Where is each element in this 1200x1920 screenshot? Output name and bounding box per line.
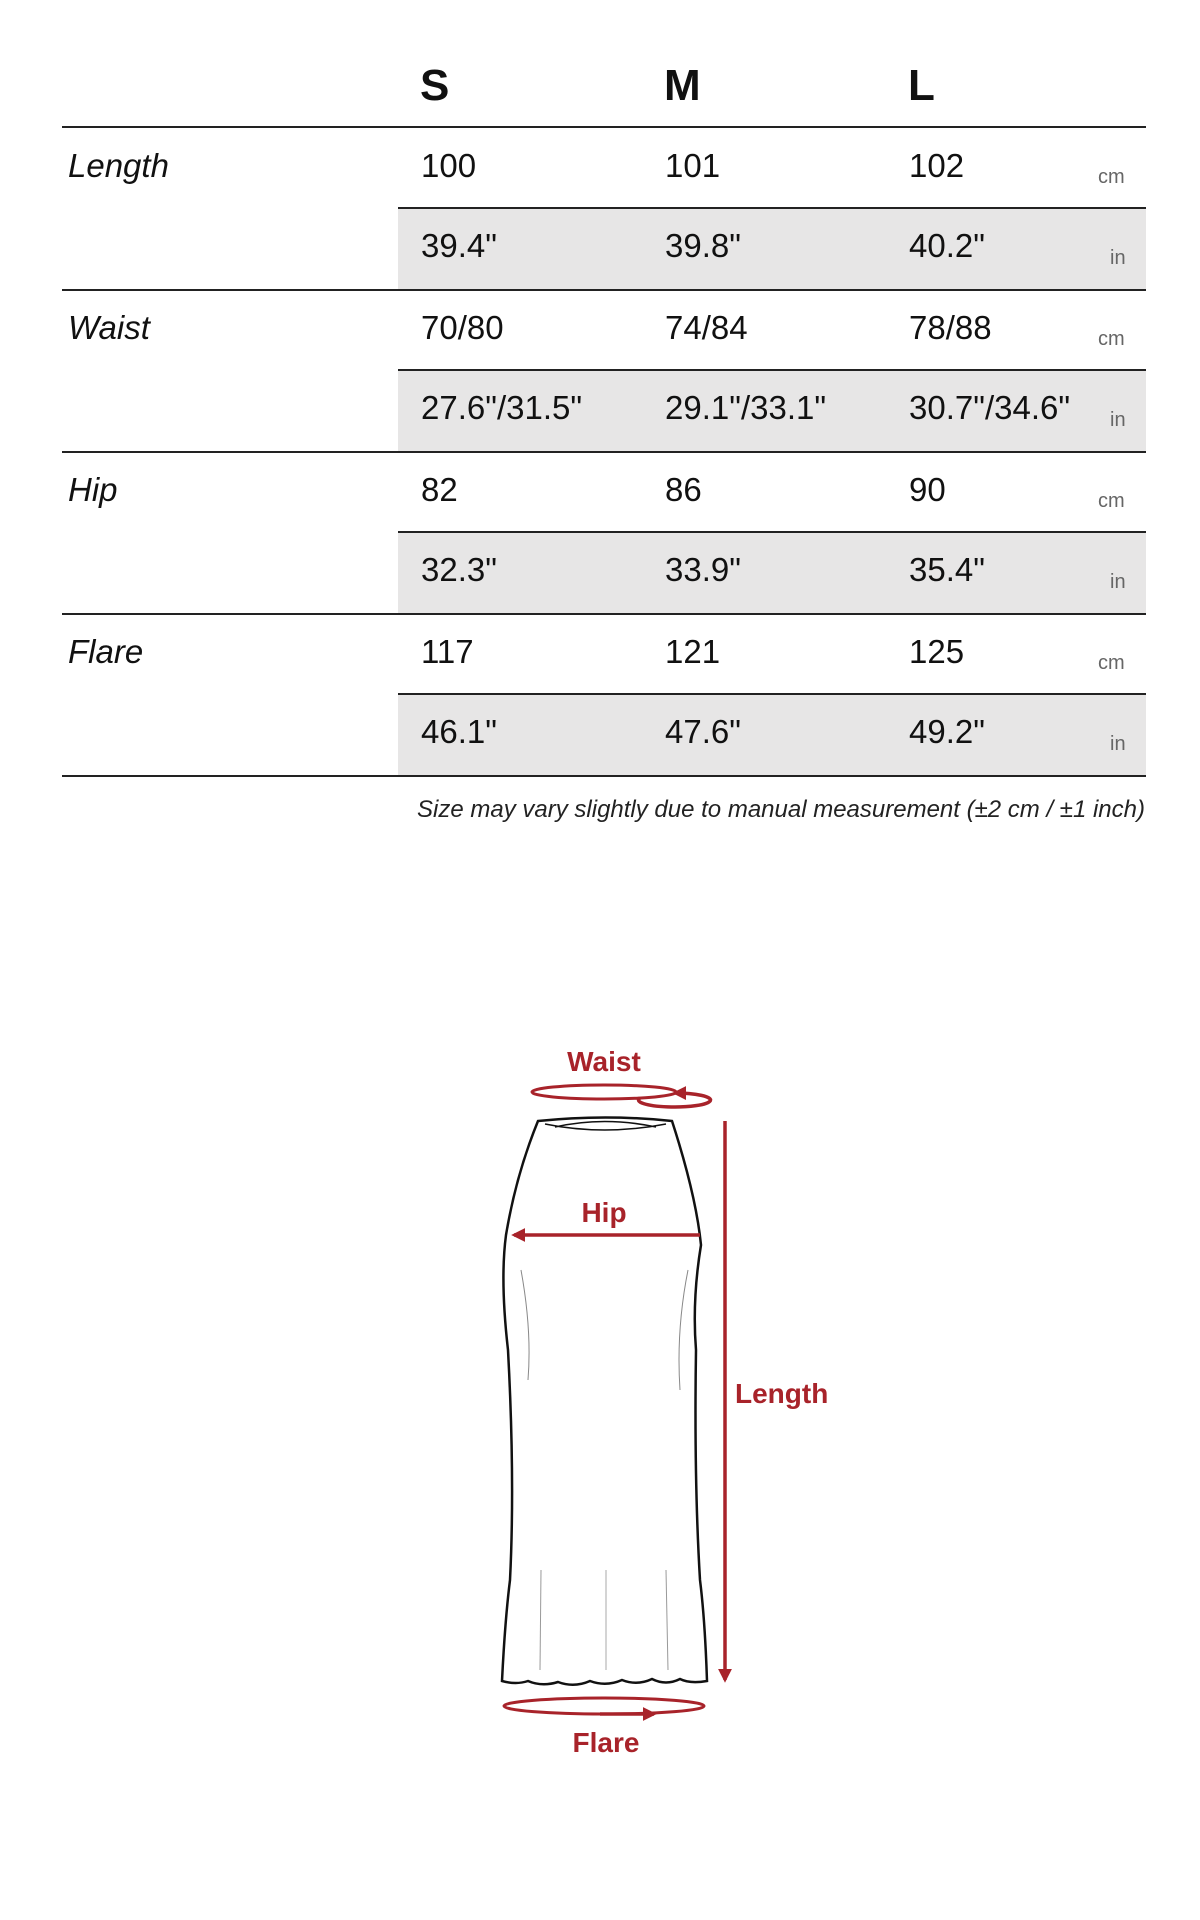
- table-cell: 70/80: [421, 309, 504, 346]
- unit-cm: cm: [1098, 328, 1125, 350]
- measurement-note: Size may vary slightly due to manual measurement (±2 cm / ±1 inch): [417, 796, 1145, 823]
- table-cell: 102: [909, 147, 965, 184]
- table-cell: 74/84: [665, 309, 748, 346]
- table-cell: 117: [421, 633, 474, 670]
- unit-cm: cm: [1098, 166, 1125, 188]
- table-cell: 125: [909, 633, 965, 670]
- table-cell: 86: [665, 471, 702, 508]
- size-header-s: S: [420, 61, 450, 110]
- table-cell: 101: [665, 147, 721, 184]
- measurement-label-waist: Waist: [68, 309, 150, 346]
- length-label: Length: [735, 1378, 829, 1409]
- waist-arrow: [639, 1093, 711, 1107]
- measurement-label-length: Length: [68, 147, 169, 184]
- measurement-label-hip: Hip: [68, 471, 118, 508]
- table-cell: 121: [665, 633, 721, 670]
- table-cell: 100: [421, 147, 477, 184]
- table-cell: 90: [909, 471, 946, 508]
- table-cell: 32.3": [421, 551, 497, 588]
- flare-label: Flare: [572, 1727, 640, 1758]
- waist-loop: [532, 1085, 676, 1099]
- table-cell: 47.6": [665, 713, 741, 750]
- waist-label: Waist: [567, 1046, 641, 1077]
- hip-label: Hip: [581, 1197, 627, 1228]
- table-cell: 27.6"/31.5": [421, 389, 583, 426]
- unit-in: in: [1110, 733, 1126, 755]
- unit-cm: cm: [1098, 490, 1125, 512]
- table-cell: 39.8": [665, 227, 741, 264]
- table-cell: 30.7"/34.6": [909, 389, 1071, 426]
- table-cell: 35.4": [909, 551, 985, 588]
- unit-cm: cm: [1098, 652, 1125, 674]
- table-cell: 40.2": [909, 227, 985, 264]
- unit-in: in: [1110, 571, 1126, 593]
- unit-in: in: [1110, 409, 1126, 431]
- table-cell: 49.2": [909, 713, 985, 750]
- table-cell: 46.1": [421, 713, 497, 750]
- table-cell: 33.9": [665, 551, 741, 588]
- table-cell: 82: [421, 471, 458, 508]
- size-header-l: L: [908, 61, 935, 110]
- table-cell: 29.1"/33.1": [665, 389, 827, 426]
- size-header-m: M: [664, 61, 701, 110]
- table-cell: 78/88: [909, 309, 992, 346]
- table-cell: 39.4": [421, 227, 497, 264]
- flare-loop: [504, 1698, 704, 1714]
- unit-in: in: [1110, 247, 1126, 269]
- measurement-label-flare: Flare: [68, 633, 144, 670]
